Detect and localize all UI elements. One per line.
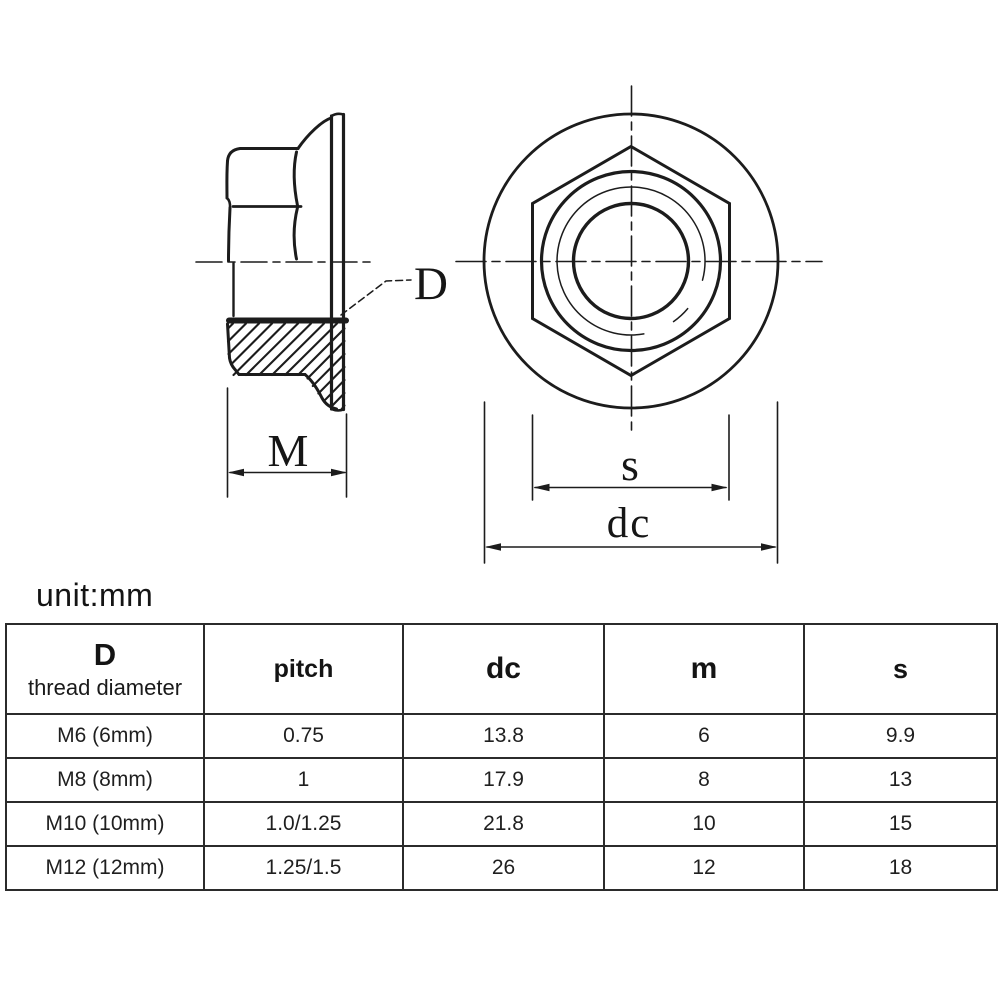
table-row-m6 <box>6 714 997 758</box>
label-across-flats-s: s <box>621 439 639 490</box>
table-row-m10 <box>6 802 997 846</box>
cell-dc: 21.8 <box>403 802 604 846</box>
label-thread-diameter-d: D <box>414 258 448 310</box>
cell-pitch: 1.25/1.5 <box>204 846 403 890</box>
table-row-m12 <box>6 846 997 890</box>
cell-s: 18 <box>804 846 997 890</box>
unit-label: unit:mm <box>36 577 154 613</box>
cell-pitch: 1.0/1.25 <box>204 802 403 846</box>
header-dc: dc <box>403 624 604 714</box>
cell-size: M6 (6mm) <box>6 714 204 758</box>
cell-m: 8 <box>604 758 804 802</box>
cell-dc: 17.9 <box>403 758 604 802</box>
cell-pitch: 0.75 <box>204 714 403 758</box>
header-thread-diameter <box>6 624 204 714</box>
cell-dc: 26 <box>403 846 604 890</box>
table-header-row <box>6 624 997 714</box>
label-flange-diameter-dc: dc <box>606 500 652 547</box>
section-hatching <box>228 324 345 410</box>
header-d-subtitle: thread diameter <box>27 674 183 700</box>
cell-s: 15 <box>804 802 997 846</box>
cell-m: 10 <box>604 802 804 846</box>
cell-s: 13 <box>804 758 997 802</box>
header-d-title: D <box>93 637 117 673</box>
spec-table <box>5 623 998 891</box>
cell-s: 9.9 <box>804 714 997 758</box>
cell-m: 6 <box>604 714 804 758</box>
thread-leader-line <box>341 280 411 315</box>
cell-dc: 13.8 <box>403 714 604 758</box>
cell-m: 12 <box>604 846 804 890</box>
header-pitch: pitch <box>204 624 403 714</box>
header-m: m <box>604 624 804 714</box>
table-row-m8 <box>6 758 997 802</box>
cell-size: M12 (12mm) <box>6 846 204 890</box>
cell-size: M10 (10mm) <box>6 802 204 846</box>
cell-size: M8 (8mm) <box>6 758 204 802</box>
label-nut-height-m: M <box>267 425 309 476</box>
front-view-drawing <box>456 86 822 563</box>
header-s: s <box>804 624 997 714</box>
cell-pitch: 1 <box>204 758 403 802</box>
